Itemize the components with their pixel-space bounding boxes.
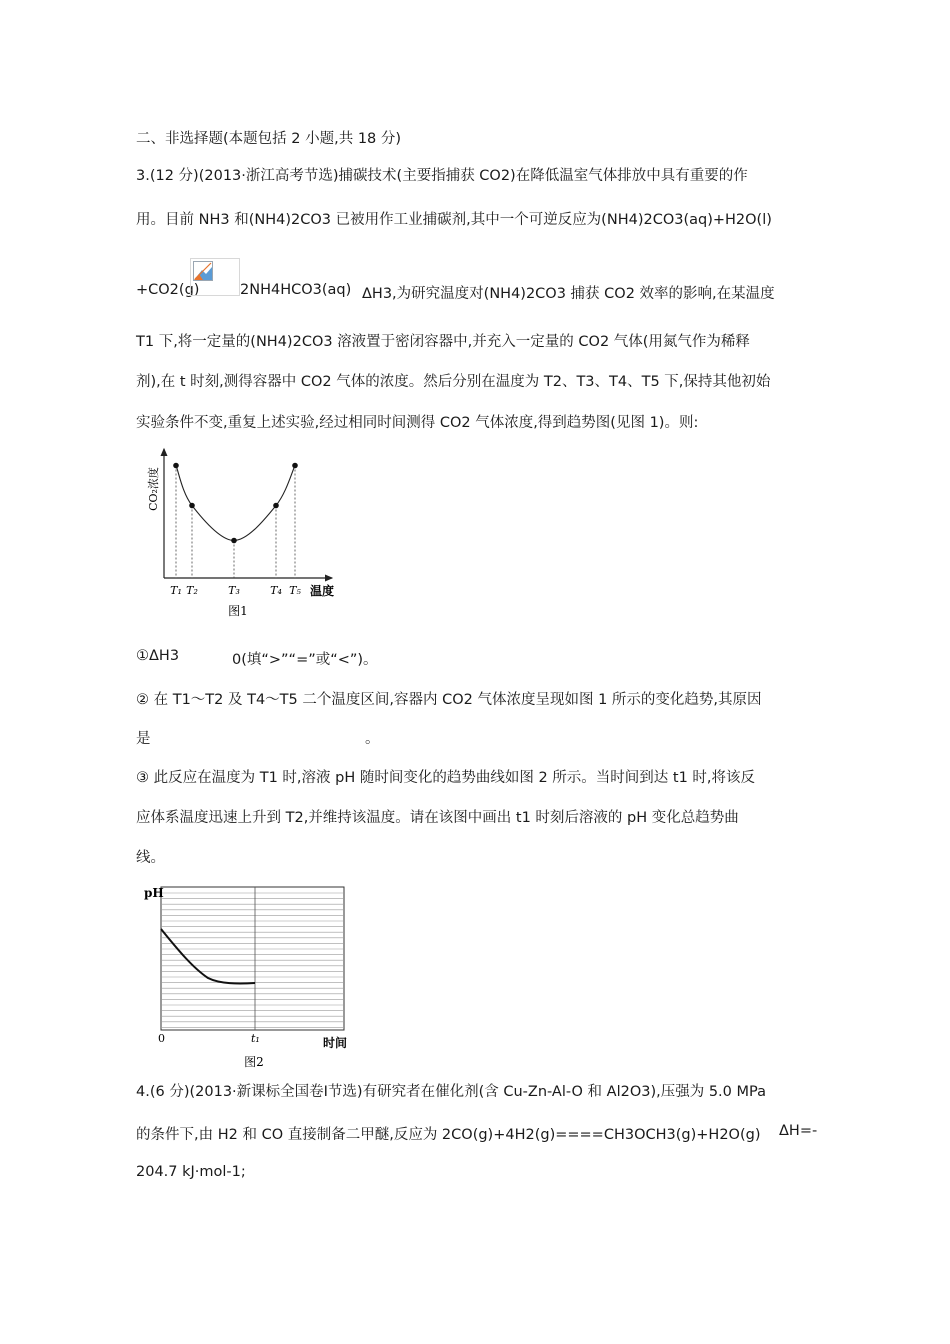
q3-sub1-a: ①ΔH3 — [136, 648, 180, 664]
q4-line-3: 204.7 kJ·mol-1; — [136, 1164, 246, 1180]
section-heading: 二、非选择题(本题包括 2 小题,共 18 分) — [136, 131, 402, 147]
q3-sub2-line-1: ② 在 T1～T2 及 T4～T5 二个温度区间,容器内 CO2 气体浓度呈现如图 1 所示的变化趋势,其原因 — [136, 692, 762, 708]
fig1-x-label: 温度 — [310, 584, 335, 598]
q3-line-5: 剂),在 t 时刻,测得容器中 CO2 气体的浓度。然后分别在温度为 T2、T3、T4、T5 下,保持其他初始 — [136, 374, 771, 390]
fig1-data-point — [273, 503, 279, 509]
q4-line-2b: ΔH=- — [779, 1123, 818, 1139]
q3-sub2-line-2a: 是 — [136, 731, 151, 747]
fig1-data-point — [231, 538, 237, 544]
q3-line-3c: ΔH3,为研究温度对(NH4)2CO3 捕获 CO2 效率的影响,在某温度 — [362, 286, 775, 302]
q3-line-3b: 2NH4HCO3(aq) — [240, 282, 352, 298]
fig1-caption: 图1 — [228, 604, 248, 618]
fig2-frame — [161, 887, 344, 1030]
fig2-origin: 0 — [158, 1032, 165, 1045]
q3-sub1-b: 0(填“>”“=”或“<”)。 — [232, 652, 378, 668]
q3-line-3a: +CO2(g) — [136, 282, 200, 298]
fig1-tick-label: T₂ — [186, 584, 198, 597]
fig1-tick-label: T₅ — [289, 584, 301, 597]
fig2-tick-t1: t₁ — [251, 1032, 260, 1045]
fig1-data-point — [173, 463, 179, 469]
broken-image-icon — [193, 261, 213, 281]
q3-line-2: 用。目前 NH3 和(NH4)2CO3 已被用作工业捕碳剂,其中一个可逆反应为(NH4)2CO3(aq)+H2O(l) — [136, 212, 772, 228]
equilibrium-arrow-image — [190, 258, 240, 296]
q3-line-6: 实验条件不变,重复上述实验,经过相同时间测得 CO2 气体浓度,得到趋势图(见图 1)。则: — [136, 415, 699, 431]
q3-sub2-line-2b: 。 — [365, 731, 380, 747]
fig2-x-label: 时间 — [323, 1036, 348, 1050]
fig1-data-point — [292, 463, 298, 469]
q3-sub3-line-3: 线。 — [136, 850, 165, 866]
fig2-caption: 图2 — [244, 1055, 264, 1069]
fig1-tick-label: T₃ — [228, 584, 240, 597]
fig1-tick-label: T₁ — [170, 584, 182, 597]
q3-line-1: 3.(12 分)(2013·浙江高考节选)捕碳技术(主要指捕获 CO2)在降低温室气体排放中具有重要的作 — [136, 168, 748, 184]
figure-2 — [138, 880, 358, 1070]
q3-line-4: T1 下,将一定量的(NH4)2CO3 溶液置于密闭容器中,并充入一定量的 CO2 气体(用氮气作为稀释 — [136, 334, 750, 350]
fig1-tick-label: T₄ — [270, 584, 282, 597]
q4-line-2a: 的条件下,由 H2 和 CO 直接制备二甲醚,反应为 2CO(g)+4H2(g)====CH3OCH3(g)+H2O(g) — [136, 1127, 761, 1143]
fig1-y-label: CO₂浓度 — [147, 467, 160, 511]
figure-1 — [140, 445, 350, 625]
fig1-data-point — [189, 503, 195, 509]
q4-line-1: 4.(6 分)(2013·新课标全国卷Ⅰ节选)有研究者在催化剂(含 Cu-Zn-Al-O 和 Al2O3),压强为 5.0 MPa — [136, 1084, 766, 1100]
fig2-y-label: pH — [144, 886, 164, 900]
q3-sub3-line-1: ③ 此反应在温度为 T1 时,溶液 pH 随时间变化的趋势曲线如图 2 所示。当时间到达 t1 时,将该反 — [136, 770, 756, 786]
q3-sub3-line-2: 应体系温度迅速上升到 T2,并维持该温度。请在该图中画出 t1 时刻后溶液的 pH 变化总趋势曲 — [136, 810, 739, 826]
